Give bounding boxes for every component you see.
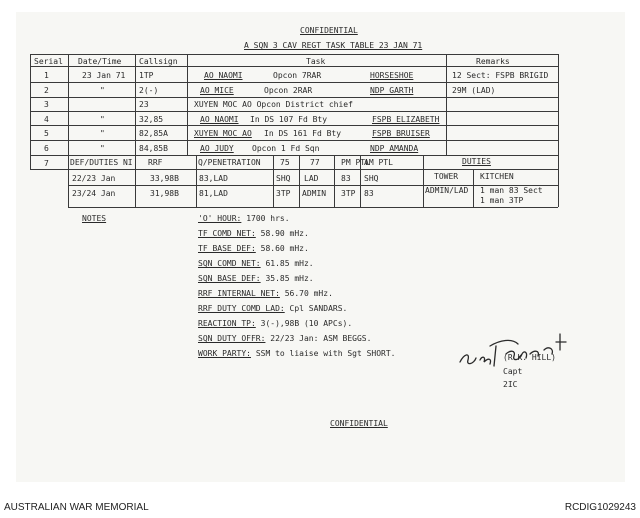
duties-header-77: 77 <box>310 158 320 167</box>
cell-date: " <box>100 129 105 138</box>
duties-cell-kitchen: 1 man 83 Sect <box>480 186 543 195</box>
note-value: 58.60 mHz. <box>260 244 309 253</box>
note-value: Cpl SANDARS. <box>289 304 348 313</box>
cell-date: " <box>100 86 105 95</box>
cell-task-location: FSPB BRUISER <box>372 129 430 138</box>
cell-task-area: AO NAOMI <box>204 71 243 80</box>
cell-task-area: XUYEN MOC AO Opcon District chief <box>194 100 353 109</box>
cell-callsign: 32,85 <box>139 115 164 124</box>
signatory-role: 2IC <box>503 380 518 389</box>
header-serial: Serial <box>34 57 63 66</box>
duties-header-penetration: Q/PENETRATION <box>198 158 261 167</box>
list-item <box>198 304 347 313</box>
duties-header-duties: DUTIES <box>462 157 491 166</box>
note-label: RRF INTERNAL NET: <box>198 289 280 298</box>
cell-task-area: AO NAOMI <box>200 115 239 124</box>
cell-task-location: HORSESHOE <box>370 71 414 80</box>
duties-header-rrf: RRF <box>148 158 163 167</box>
cell-date: 23 Jan 71 <box>82 71 126 80</box>
note-value: 22/23 Jan: ASM BEGGS. <box>270 334 372 343</box>
notes-heading: NOTES <box>82 214 107 223</box>
duties-header-date: DEF/DUTIES NI <box>70 158 133 167</box>
duties-cell-pm-ptl: 3TP <box>341 189 356 198</box>
cell-remarks: 12 Sect: FSPB BRIGID <box>452 71 549 80</box>
note-label: TF COMD NET: <box>198 229 256 238</box>
list-item <box>198 319 352 328</box>
duties-cell-rrf: 31,98B <box>150 189 179 198</box>
note-value: 1700 hrs. <box>246 214 290 223</box>
cell-date: " <box>100 144 105 153</box>
duties-cell-date: 22/23 Jan <box>72 174 116 183</box>
cell-task-detail: Opcon 7RAR <box>273 71 322 80</box>
note-value: 61.85 mHz. <box>265 259 314 268</box>
duties-header-am-ptl: AM PTL <box>364 158 393 167</box>
note-label: WORK PARTY: <box>198 349 251 358</box>
duties-cell-penetration: 81,LAD <box>199 189 228 198</box>
duties-header-tower: TOWER <box>434 172 459 181</box>
header-date-time: Date/Time <box>78 57 122 66</box>
list-item <box>198 244 309 253</box>
duties-header-pm-ptl: PM PTL <box>341 158 370 167</box>
cell-task-location: NDP AMANDA <box>370 144 419 153</box>
note-label: SQN COMD NET: <box>198 259 261 268</box>
classification-bottom: CONFIDENTIAL <box>330 419 388 428</box>
header-callsign: Callsign <box>139 57 178 66</box>
list-item <box>198 289 333 298</box>
cell-task-area: XUYEN MOC AO <box>194 129 252 138</box>
note-value: 56.70 mHz. <box>284 289 333 298</box>
cell-serial: 7 <box>44 159 49 168</box>
note-label: REACTION TP: <box>198 319 256 328</box>
cell-task-detail: Opcon 2RAR <box>264 86 313 95</box>
duties-cell-date: 23/24 Jan <box>72 189 116 198</box>
footer-id: RCDIG1029243 <box>564 502 636 513</box>
cell-task-detail: Opcon 1 Fd Sqn <box>252 144 320 153</box>
duties-cell-penetration: 83,LAD <box>199 174 228 183</box>
cell-callsign: 84,85B <box>139 144 168 153</box>
classification-top: CONFIDENTIAL <box>300 26 358 35</box>
cell-task-area: AO JUDY <box>200 144 234 153</box>
note-label: SQN BASE DEF: <box>198 274 261 283</box>
duties-cell-am-ptl: SHQ <box>364 174 379 183</box>
duties-cell-rrf: 33,98B <box>150 174 179 183</box>
cell-callsign: 1TP <box>139 71 154 80</box>
footer-credit: AUSTRALIAN WAR MEMORIAL <box>4 502 149 513</box>
cell-serial: 3 <box>44 100 49 109</box>
note-label: SQN DUTY OFFR: <box>198 334 266 343</box>
list-item <box>198 214 290 223</box>
duties-cell-77: ADMIN <box>302 189 327 198</box>
note-value: SSM to liaise with Sgt SHORT. <box>255 349 396 358</box>
header-task: Task <box>306 57 326 66</box>
cell-date: " <box>100 115 105 124</box>
header-remarks: Remarks <box>476 57 510 66</box>
note-value: 58.90 mHz. <box>260 229 309 238</box>
note-label: 'O' HOUR: <box>198 214 242 223</box>
duties-header-75: 75 <box>280 158 290 167</box>
cell-remarks: 29M (LAD) <box>452 86 496 95</box>
cell-task-area: AO MICE <box>200 86 234 95</box>
list-item <box>198 274 314 283</box>
cell-serial: 2 <box>44 86 49 95</box>
duties-cell-am-ptl: 83 <box>364 189 374 198</box>
note-value: 3(-),98B (10 APCs). <box>260 319 353 328</box>
signatory-name: (R.K. HILL) <box>503 353 556 362</box>
list-item <box>198 259 314 268</box>
cell-task-location: NDP GARTH <box>370 86 414 95</box>
document-title: A SQN 3 CAV REGT TASK TABLE 23 JAN 71 <box>244 41 423 50</box>
list-item <box>198 229 309 238</box>
cell-serial: 1 <box>44 71 49 80</box>
duties-header-kitchen: KITCHEN <box>480 172 514 181</box>
cell-task-detail: In DS 161 Fd Bty <box>264 129 342 138</box>
duties-cell-kitchen-2: 1 man 3TP <box>480 196 524 205</box>
note-label: RRF DUTY COMD LAD: <box>198 304 285 313</box>
cell-callsign: 23 <box>139 100 149 109</box>
cell-task-location: FSPB ELIZABETH <box>372 115 440 124</box>
duties-cell-77: LAD <box>304 174 319 183</box>
cell-task-detail: In DS 107 Fd Bty <box>250 115 328 124</box>
duties-cell-pm-ptl: 83 <box>341 174 351 183</box>
list-item <box>198 349 396 358</box>
list-item <box>198 334 371 343</box>
note-label: TF BASE DEF: <box>198 244 256 253</box>
cell-callsign: 82,85A <box>139 129 168 138</box>
cell-serial: 6 <box>44 144 49 153</box>
duties-cell-75: 3TP <box>276 189 291 198</box>
note-value: 35.85 mHz. <box>265 274 314 283</box>
cell-serial: 4 <box>44 115 49 124</box>
cell-callsign: 2(-) <box>139 86 159 95</box>
duties-cell-75: SHQ <box>276 174 291 183</box>
duties-cell-tower: ADMIN/LAD <box>425 186 469 195</box>
cell-serial: 5 <box>44 129 49 138</box>
signatory-rank: Capt <box>503 367 523 376</box>
